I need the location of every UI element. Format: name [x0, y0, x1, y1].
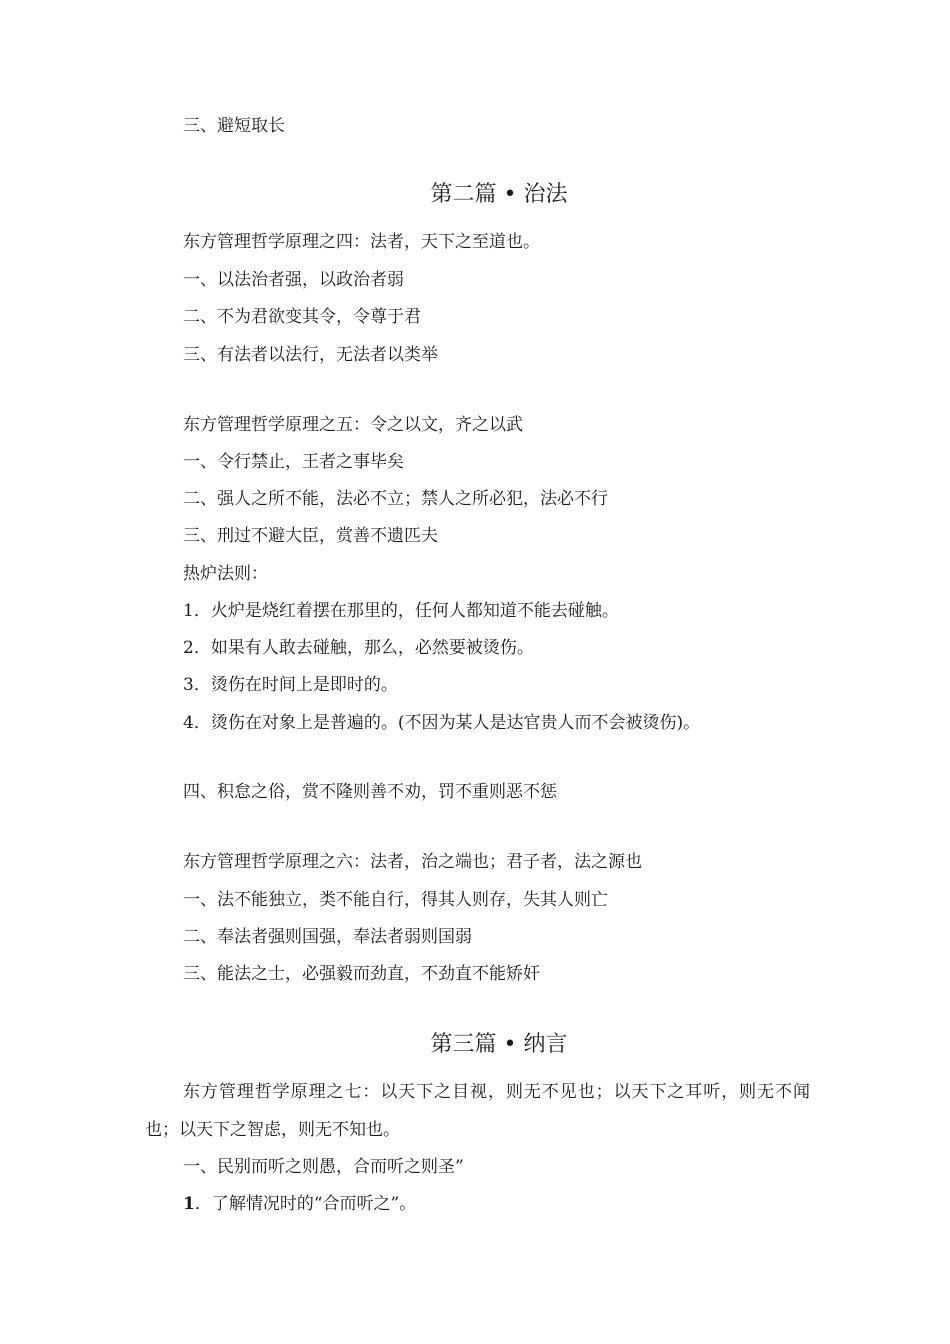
list-number: 1	[183, 1194, 195, 1214]
list-item: 1．火炉是烧红着摆在那里的，任何人都知道不能去碰触。	[183, 601, 619, 621]
text-line: 二、奉法者强则国强，奉法者弱则国弱	[183, 927, 472, 947]
list-item: 4．烫伤在对象上是普遍的。(不因为某人是达官贵人而不会被烫伤)。	[183, 713, 701, 733]
list-item	[183, 1192, 416, 1216]
list-item: 2．如果有人敢去碰触，那么，必然要被烫伤。	[183, 638, 534, 658]
text-line: 二、不为君欲变其令，令尊于君	[183, 307, 421, 327]
text-line: 一、以法治者强，以政治者弱	[183, 270, 404, 290]
text-line: 热炉法则：	[183, 564, 268, 584]
section-title: 第三篇 • 纳言	[430, 1032, 568, 1057]
text-line: 三、避短取长	[183, 116, 285, 136]
text-line: 三、有法者以法行，无法者以类举	[183, 345, 438, 365]
text-line: 一、法不能独立，类不能自行，得其人则存，失其人则亡	[183, 890, 608, 910]
list-item: 3．烫伤在时间上是即时的。	[183, 675, 398, 695]
text-line: 二、强人之所不能，法必不立；禁人之所必犯，法必不行	[183, 489, 608, 509]
principle-heading: 东方管理哲学原理之五：令之以文，齐之以武	[183, 415, 523, 435]
principle-heading: 东方管理哲学原理之六：法者，治之端也；君子者，法之源也	[183, 852, 642, 872]
text-line: 一、民别而听之则愚，合而听之则圣”	[183, 1157, 464, 1177]
principle-heading: 东方管理哲学原理之四：法者，天下之至道也。	[183, 232, 540, 252]
text-line: 三、能法之士，必强毅而劲直，不劲直不能矫奸	[183, 964, 540, 984]
section-title: 第二篇 • 治法	[430, 182, 568, 207]
text-line: 四、积怠之俗，赏不隆则善不劝，罚不重则恶不惩	[183, 782, 557, 802]
text-line: 一、令行禁止，王者之事毕矣	[183, 452, 404, 472]
principle-paragraph: 东方管理哲学原理之七：以天下之目视，则无不见也；以天下之耳听，则无不闻也；以天下之智虑，则无不知也。	[145, 1082, 810, 1140]
text-line: 三、刑过不避大臣，赏善不遗匹夫	[183, 526, 438, 546]
list-item-text: ．了解情况时的“合而听之”。	[194, 1194, 417, 1214]
